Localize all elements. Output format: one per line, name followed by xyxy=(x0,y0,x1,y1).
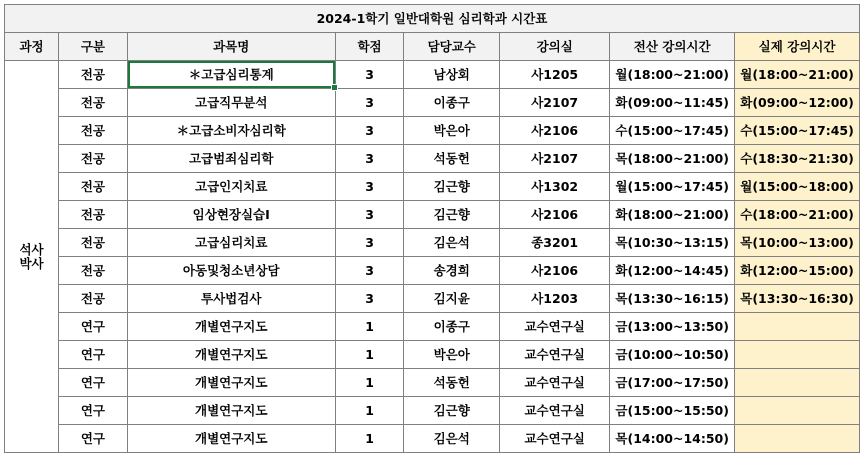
cell-division: 전공 xyxy=(59,145,128,173)
schedule-table xyxy=(4,4,860,453)
degree-label-master: 석사 xyxy=(19,241,44,257)
cell-subject[interactable]: 고급심리치료 xyxy=(127,229,335,257)
cell-room: 사2107 xyxy=(500,89,610,117)
cell-professor: 김은석 xyxy=(404,229,500,257)
cell-room: 사1205 xyxy=(500,61,610,89)
cell-professor: 송경희 xyxy=(404,257,500,285)
cell-subject[interactable]: 개별연구지도 xyxy=(127,313,335,341)
cell-credit: 1 xyxy=(335,425,404,453)
cell-room: 사2107 xyxy=(500,145,610,173)
cell-division: 연구 xyxy=(59,397,128,425)
column-header-subject: 과목명 xyxy=(127,33,335,61)
cell-subject[interactable]: 고급직무분석 xyxy=(127,89,335,117)
table-row xyxy=(5,201,860,229)
cell-actual-time xyxy=(735,341,860,369)
cell-subject[interactable]: 임상현장실습Ⅰ xyxy=(127,201,335,229)
cell-actual-time: 수(18:30~21:30) xyxy=(735,145,860,173)
cell-credit: 3 xyxy=(335,145,404,173)
cell-division: 전공 xyxy=(59,229,128,257)
cell-professor: 남상회 xyxy=(404,61,500,89)
table-row xyxy=(5,229,860,257)
cell-room: 교수연구실 xyxy=(500,425,610,453)
cell-calc-time: 화(18:00~21:00) xyxy=(610,201,735,229)
cell-actual-time: 목(13:30~16:30) xyxy=(735,285,860,313)
cell-division: 전공 xyxy=(59,257,128,285)
cell-professor: 김근향 xyxy=(404,201,500,229)
cell-credit: 3 xyxy=(335,89,404,117)
column-header-actual-time: 실제 강의시간 xyxy=(735,33,860,61)
cell-calc-time: 화(12:00~14:45) xyxy=(610,257,735,285)
cell-calc-time: 화(09:00~11:45) xyxy=(610,89,735,117)
table-row xyxy=(5,257,860,285)
cell-room: 교수연구실 xyxy=(500,397,610,425)
cell-professor: 석동헌 xyxy=(404,369,500,397)
cell-credit: 3 xyxy=(335,117,404,145)
cell-professor: 이종구 xyxy=(404,89,500,117)
column-header-division: 구분 xyxy=(59,33,128,61)
cell-room: 교수연구실 xyxy=(500,313,610,341)
cell-calc-time: 목(14:00~14:50) xyxy=(610,425,735,453)
cell-actual-time: 수(18:00~21:00) xyxy=(735,201,860,229)
cell-subject[interactable]: ＊고급소비자심리학 xyxy=(127,117,335,145)
cell-actual-time: 화(09:00~12:00) xyxy=(735,89,860,117)
cell-professor: 김근향 xyxy=(404,397,500,425)
cell-professor: 박은아 xyxy=(404,341,500,369)
cell-credit: 3 xyxy=(335,257,404,285)
cell-division: 전공 xyxy=(59,201,128,229)
cell-professor: 박은아 xyxy=(404,117,500,145)
column-header-professor: 담당교수 xyxy=(404,33,500,61)
page-title: 2024-1학기 일반대학원 심리학과 시간표 xyxy=(5,5,860,33)
cell-room: 사1203 xyxy=(500,285,610,313)
cell-subject[interactable]: 개별연구지도 xyxy=(127,425,335,453)
cell-division: 연구 xyxy=(59,425,128,453)
cell-actual-time: 목(10:00~13:00) xyxy=(735,229,860,257)
cell-actual-time xyxy=(735,313,860,341)
degree-label-doctor: 박사 xyxy=(19,255,44,271)
cell-actual-time: 화(12:00~15:00) xyxy=(735,257,860,285)
cell-subject[interactable]: ＊고급심리통계 xyxy=(127,61,335,89)
table-row xyxy=(5,397,860,425)
title-row xyxy=(5,5,860,33)
column-header-degree: 과정 xyxy=(5,33,59,61)
cell-actual-time: 월(18:00~21:00) xyxy=(735,61,860,89)
cell-room: 사2106 xyxy=(500,117,610,145)
table-row xyxy=(5,341,860,369)
cell-credit: 3 xyxy=(335,285,404,313)
cell-division: 연구 xyxy=(59,369,128,397)
cell-actual-time xyxy=(735,425,860,453)
cell-calc-time: 금(13:00~13:50) xyxy=(610,313,735,341)
cell-calc-time: 목(18:00~21:00) xyxy=(610,145,735,173)
cell-division: 전공 xyxy=(59,89,128,117)
table-row xyxy=(5,285,860,313)
cell-subject[interactable]: 개별연구지도 xyxy=(127,397,335,425)
cell-division: 연구 xyxy=(59,313,128,341)
cell-credit: 1 xyxy=(335,313,404,341)
cell-credit: 1 xyxy=(335,341,404,369)
cell-subject[interactable]: 아동및청소년상담 xyxy=(127,257,335,285)
table-row xyxy=(5,61,860,89)
cell-division: 전공 xyxy=(59,117,128,145)
cell-calc-time: 월(15:00~17:45) xyxy=(610,173,735,201)
table-row xyxy=(5,173,860,201)
cell-calc-time: 금(15:00~15:50) xyxy=(610,397,735,425)
cell-calc-time: 목(10:30~13:15) xyxy=(610,229,735,257)
cell-room: 교수연구실 xyxy=(500,341,610,369)
column-header-calc-time: 전산 강의시간 xyxy=(610,33,735,61)
cell-calc-time: 월(18:00~21:00) xyxy=(610,61,735,89)
column-header-credit: 학점 xyxy=(335,33,404,61)
cell-professor: 김지윤 xyxy=(404,285,500,313)
cell-credit: 3 xyxy=(335,173,404,201)
table-row xyxy=(5,89,860,117)
cell-calc-time: 금(10:00~10:50) xyxy=(610,341,735,369)
cell-calc-time: 목(13:30~16:15) xyxy=(610,285,735,313)
table-row xyxy=(5,313,860,341)
cell-calc-time: 수(15:00~17:45) xyxy=(610,117,735,145)
cell-actual-time: 월(15:00~18:00) xyxy=(735,173,860,201)
table-row xyxy=(5,117,860,145)
cell-credit: 3 xyxy=(335,201,404,229)
cell-professor: 김은석 xyxy=(404,425,500,453)
cell-room: 사2106 xyxy=(500,257,610,285)
cell-room: 종3201 xyxy=(500,229,610,257)
cell-subject[interactable]: 고급인지치료 xyxy=(127,173,335,201)
cell-division: 전공 xyxy=(59,61,128,89)
cell-credit: 1 xyxy=(335,397,404,425)
cell-room: 사2106 xyxy=(500,201,610,229)
column-header-room: 강의실 xyxy=(500,33,610,61)
cell-professor: 석동헌 xyxy=(404,145,500,173)
cell-subject[interactable]: 개별연구지도 xyxy=(127,369,335,397)
cell-division: 연구 xyxy=(59,341,128,369)
cell-actual-time xyxy=(735,397,860,425)
header-row xyxy=(5,33,860,61)
cell-division: 전공 xyxy=(59,173,128,201)
cell-calc-time: 금(17:00~17:50) xyxy=(610,369,735,397)
cell-credit: 3 xyxy=(335,229,404,257)
cell-credit: 3 xyxy=(335,61,404,89)
cell-subject[interactable]: 고급범죄심리학 xyxy=(127,145,335,173)
cell-professor: 김근향 xyxy=(404,173,500,201)
cell-subject[interactable]: 개별연구지도 xyxy=(127,341,335,369)
cell-subject[interactable]: 투사법검사 xyxy=(127,285,335,313)
table-row xyxy=(5,145,860,173)
cell-actual-time xyxy=(735,369,860,397)
degree-cell xyxy=(5,61,59,453)
cell-actual-time: 수(15:00~17:45) xyxy=(735,117,860,145)
schedule-page xyxy=(0,4,864,446)
cell-room: 사1302 xyxy=(500,173,610,201)
cell-room: 교수연구실 xyxy=(500,369,610,397)
table-row xyxy=(5,425,860,453)
cell-division: 전공 xyxy=(59,285,128,313)
cell-credit: 1 xyxy=(335,369,404,397)
table-row xyxy=(5,369,860,397)
cell-professor: 이종구 xyxy=(404,313,500,341)
